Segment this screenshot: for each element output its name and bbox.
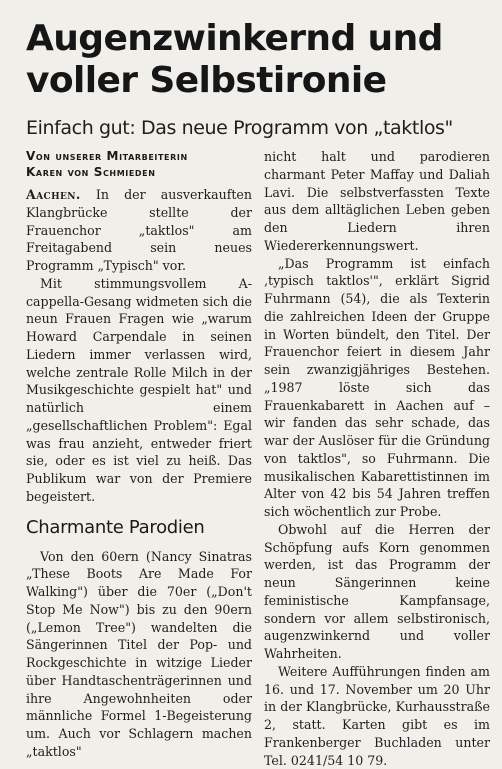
dateline: Aachen. bbox=[26, 187, 81, 202]
article-column-right bbox=[264, 148, 490, 769]
subheadline: Einfach gut: Das neue Programm von „taktlos" bbox=[26, 117, 453, 139]
paragraph: Obwohl auf die Herren der Schöpfung aufs Korn genommen werden, ist das Programm der neun Sängerinnen keine feministische Kampfansage, sondern vor allem selbstironisch, augenzwinkernd und voller Wahrheiten. bbox=[264, 521, 490, 661]
paragraph: „Das Programm ist einfach ‚typisch taktlos'", erklärt Sigrid Fuhrmann (54), die als Texterin die zahlreichen Ideen der Gruppe in Worten bündelt, den Titel. Der Frauenchor feiert in diesem Jahr sein zwanzigjähriges Bestehen. „1987 löste sich das Frauenkabarett in Aachen auf – wir fanden das sehr schade, das war der Auslöser für die Gründung von taktlos", so Fuhrmann. Die musikalischen Kabarettistinnen im Alter von 42 bis 54 Jahren treffen sich wöchentlich zur Probe. bbox=[264, 255, 490, 519]
byline-author: Karen von Schmieden bbox=[26, 165, 156, 179]
byline-line-1: Von unserer Mitarbeiterin bbox=[26, 149, 188, 163]
paragraph: Weitere Aufführungen finden am 16. und 17. November um 20 Uhr in der Klangbrücke, Kurhausstraße 2, statt. Karten gibt es im Frankenberger Buchladen unter Tel. 0241/54 10 79. bbox=[264, 663, 490, 768]
byline bbox=[26, 148, 252, 180]
headline-line-2: voller Selbstironie bbox=[26, 60, 387, 101]
paragraph-intro-text: In der ausverkauften Klangbrücke stellte der Frauenchor „taktlos" am Freitagabend sein neues Programm „Typisch" vor. bbox=[26, 187, 252, 273]
headline bbox=[26, 18, 496, 102]
paragraph: Von den 60ern (Nancy Sinatras „These Boots Are Made For Walking") über die 70er („Don't Stop Me Now") bis zu den 90ern („Lemon Tree") wandelten die Sängerinnen Titel der Pop- und Rockgeschichte in witzige Lieder über Handtaschenträgerinnen und ihre Angewohnheiten oder männliche Formel 1-Begeisterung um. Auch vor Schlagern machen „taktlos" bbox=[26, 548, 252, 759]
paragraph-continued: nicht halt und parodieren charmant Peter Maffay und Daliah Lavi. Die selbstverfassten Texte aus dem alltäglichen Leben geben den Liedern ihren Wiedererkennungswert. bbox=[264, 149, 490, 253]
section-heading: Charmante Parodien bbox=[26, 516, 205, 538]
paragraph: Mit stimmungsvollem A-cappella-Gesang widmeten sich die neun Frauen Fragen wie „warum Howard Carpendale in seinen Liedern immer verlassen wird, welche zentrale Rolle Milch in der Musikgeschichte gespielt hat" und natürlich einem „gesellschaftlichen Problem": Egal was frau anzieht, entweder friert sie, oder es ist viel zu heiß. Das Publikum war von der Premiere begeistert. bbox=[26, 275, 252, 504]
paragraph-intro bbox=[26, 186, 252, 275]
headline-line-1: Augenzwinkernd und bbox=[26, 18, 443, 59]
article-column-left bbox=[26, 148, 252, 761]
